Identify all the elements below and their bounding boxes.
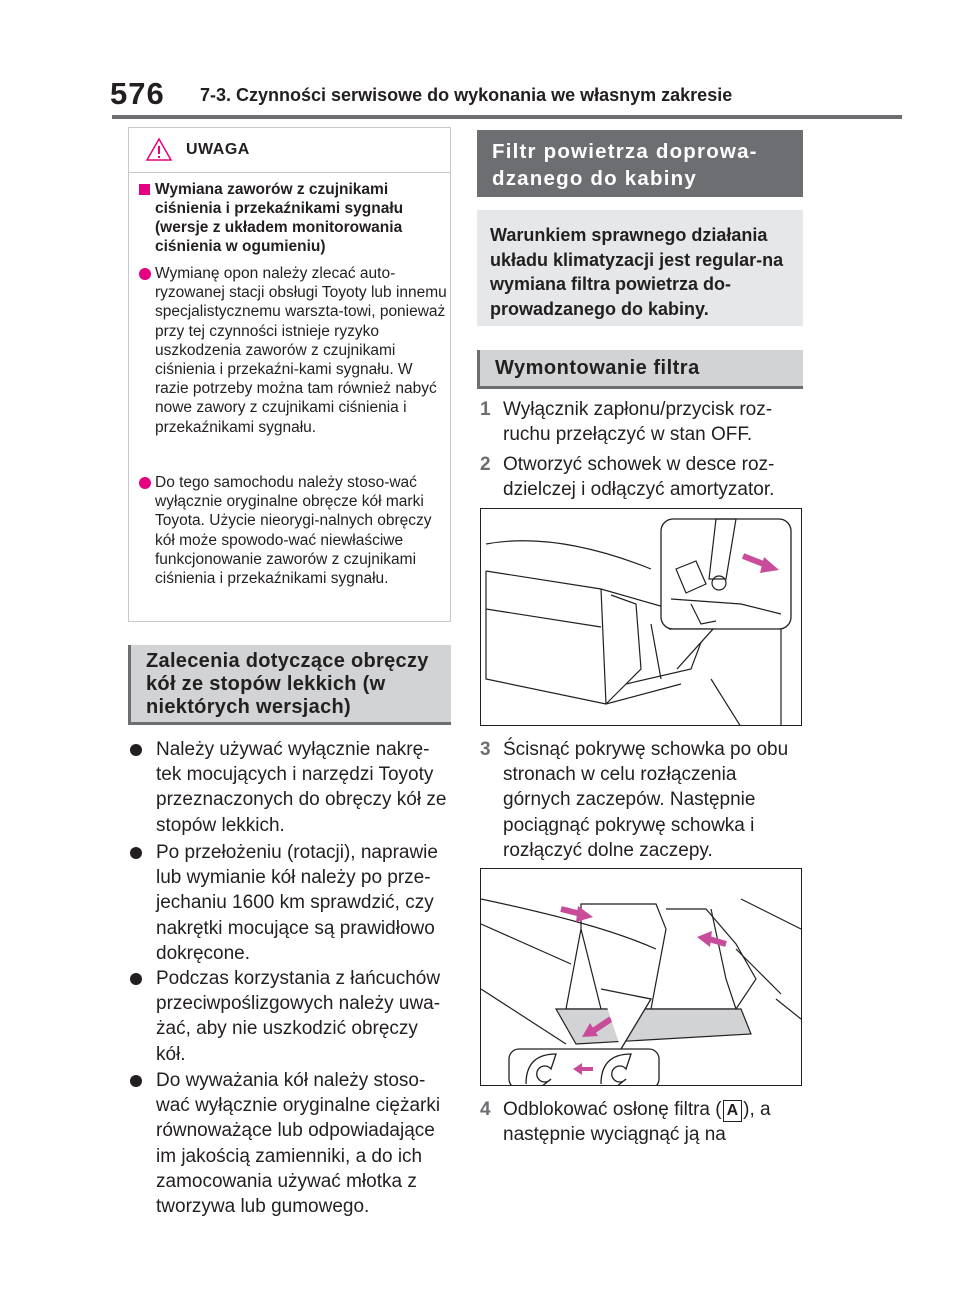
filter-heading: Filtr powietrza doprowa-dzanego do kabiny: [492, 140, 758, 190]
glovebox-removal-illustration: [481, 869, 802, 1086]
warning-bullet-text: Do tego samochodu należy stoso-wać wyłącznie oryginalne obręcze kół marki Toyota. Użycie nieorygi-nalnych obręczy kół może spowodo-wać niewłaściwe funkcjonowanie zaworów z czujnikami ciśnienia i przekaźnikami sygnału.: [155, 474, 432, 588]
header-rule: [112, 115, 902, 119]
page-number: 576: [110, 76, 165, 111]
step-number: 3: [480, 739, 491, 760]
step-text-after: ), a następnie wyciągnąć ją na: [503, 1099, 771, 1146]
label-a: A: [723, 1100, 743, 1122]
bullet-dot-icon: [130, 744, 142, 756]
step-text-before: Odblokować osłonę filtra (: [503, 1099, 722, 1120]
requirement-box: [477, 210, 803, 326]
warning-title: UWAGA: [186, 141, 250, 158]
bullet-dot-icon: [130, 847, 142, 859]
heading-rule: [128, 722, 451, 725]
requirement-text: Warunkiem sprawnego działania układu klimatyzacji jest regular-na wymiana filtra powietrza do-prowadzanego do kabiny.: [490, 225, 784, 319]
bullet-dot-icon: [139, 268, 151, 280]
rims-bullet: [130, 1068, 452, 1219]
rims-heading: Zalecenia dotyczące obręczy kół ze stopów lekkich (w niektórych wersjach): [146, 650, 429, 718]
rims-bullet: [130, 966, 452, 1067]
figure-glovebox-damper: [480, 508, 802, 726]
removal-heading-box: [477, 350, 803, 388]
step-2: [480, 452, 800, 502]
step-3: [480, 737, 800, 863]
square-bullet-icon: [139, 184, 150, 195]
rims-bullet-text: Należy używać wyłącznie nakrę-tek mocujących i narzędzi Toyoty przeznaczonych do obręczy kół ze stopów lekkich.: [156, 739, 447, 836]
heading-side-bar: [128, 645, 131, 723]
warning-heading-text: Wymiana zaworów z czujnikami ciśnienia i przekaźnikami sygnału (wersje z układem monitorowania ciśnienia w ogumieniu): [155, 181, 404, 255]
warning-box: [128, 127, 451, 622]
step-1: [480, 397, 800, 447]
step-text: Otworzyć schowek w desce roz-dzielczej i odłączyć amortyzator.: [503, 454, 775, 501]
figure-glovebox-removal: [480, 868, 802, 1086]
warning-bullet-text: Wymianę opon należy zlecać auto-ryzowanej stacji obsługi Toyoty lub innemu specjalistycznemu warszta-towi, ponieważ przy tej czynności istnieje ryzyko uszkodzenia zaworów z czujnikami ciśnienia i przekaźni-kami sygnału. W razie potrzeby można tam również nabyć nowe zawory z czujnikami ciśnienia i przekaźnikami sygnału.: [155, 265, 447, 436]
step-text: Wyłącznik zapłonu/przycisk roz-ruchu przełączyć w stan OFF.: [503, 399, 773, 446]
filter-heading-box: [477, 130, 803, 197]
rims-bullet-text: Po przełożeniu (rotacji), naprawie lub wymianie kół należy po prze-jechaniu 1600 km sprawdzić, czy nakrętki mocujące są prawidłowo dokręcone.: [156, 842, 438, 964]
warning-heading: [139, 180, 444, 256]
heading-rule: [477, 386, 803, 389]
step-number: 4: [480, 1099, 491, 1120]
rims-bullet: [130, 737, 452, 838]
step-number: 1: [480, 399, 491, 420]
bullet-dot-icon: [130, 973, 142, 985]
bullet-dot-icon: [139, 477, 151, 489]
rims-bullet-text: Podczas korzystania z łańcuchów przeciwpoślizgowych należy uwa-żać, aby nie uszkodzić obręczy kół.: [156, 968, 441, 1065]
rims-heading-box: [128, 645, 451, 723]
warning-bullet: [139, 264, 447, 437]
warning-bullet: [139, 473, 447, 588]
step-text: [503, 1097, 800, 1147]
step-number: 2: [480, 454, 491, 475]
rims-bullet-text: Do wyważania kół należy stoso-wać wyłącznie oryginalne ciężarki równoważące lub odpowiadające im jakością zamienniki, a do ich zamocowania używać młotka z tworzywa lub gumowego.: [156, 1070, 441, 1218]
glovebox-damper-illustration: [481, 509, 802, 726]
bullet-dot-icon: [130, 1075, 142, 1087]
step-4: [480, 1097, 800, 1147]
section-title: 7-3. Czynności serwisowe do wykonania we własnym zakresie: [200, 85, 733, 105]
warning-header: [129, 128, 450, 173]
removal-heading: Wymontowanie filtra: [495, 357, 700, 379]
heading-side-bar: [477, 350, 480, 388]
rims-bullet: [130, 840, 452, 966]
step-text: Ścisnąć pokrywę schowka po obu stronach w celu rozłączenia górnych zaczepów. Następnie pociągnąć pokrywę schowka i rozłączyć dolne zaczepy.: [503, 739, 789, 861]
warning-triangle-icon: [145, 137, 173, 162]
